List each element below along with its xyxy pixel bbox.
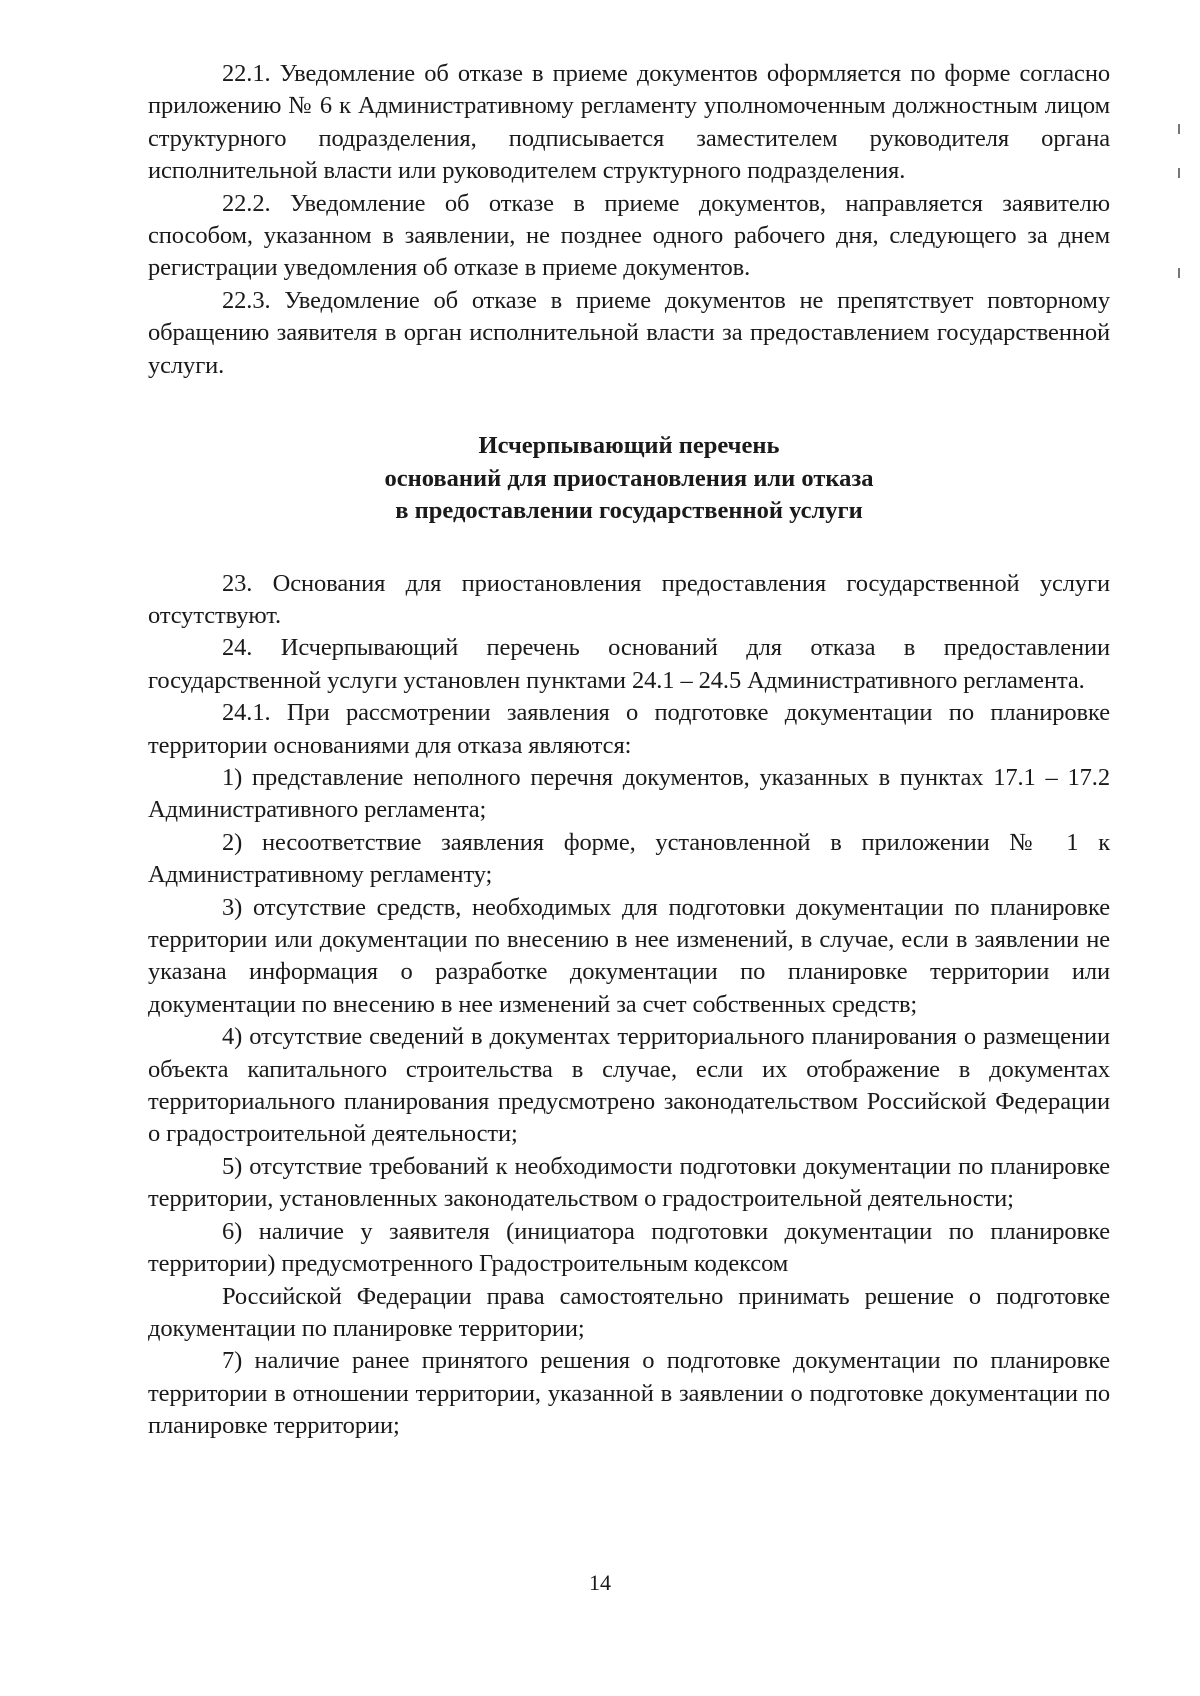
scan-mark — [1178, 168, 1180, 178]
list-item-6: 6) наличие у заявителя (инициатора подготовки документации по планировке территории) предусмотренного Градостроительным кодексом — [148, 1217, 1110, 1278]
list-item-3: 3) отсутствие средств, необходимых для подготовки документации по планировке территории или документации по внесению в нее изменений, в случае, если в заявлении не указана информация о разработке документации по планировке территории или документации по внесению в нее изменений за счет собственных средств; — [148, 893, 1110, 1018]
list-item-1: 1) представление неполного перечня документов, указанных в пунктах 17.1 – 17.2 Административного регламента; — [148, 764, 1110, 824]
list-item-5: 5) отсутствие требований к необходимости подготовки документации по планировке территории, установленных законодательством о градостроительной деятельности; — [148, 1152, 1110, 1213]
paragraph-22-2: 22.2. Уведомление об отказе в приеме документов, направляется заявителю способом, указанном в заявлении, не позднее одного рабочего дня, следующего за днем регистрации уведомления об отказе в приеме документов. — [148, 189, 1110, 282]
paragraph-22-1: 22.1. Уведомление об отказе в приеме документов оформляется по форме согласно приложению № 6 к Административному регламенту уполномоченным должностным лицом структурного подразделения, подписывается заместителем руководителя органа исполнительной власти или руководителем структурного подразделения. — [148, 60, 1110, 185]
list-item-2: 2) несоответствие заявления форме, установленной в приложении № 1 к Административному регламенту; — [148, 828, 1110, 889]
list-item-7: 7) наличие ранее принятого решения о подготовке документации по планировке территории в отношении территории, указанной в заявлении о подготовке документации по планировке территории; — [148, 1347, 1110, 1440]
section-heading-line-2: оснований для приостановления или отказа — [384, 464, 874, 492]
document-page — [148, 58, 1110, 1443]
page-number: 14 — [589, 1570, 611, 1595]
paragraph-23: 23. Основания для приостановления предоставления государственной услуги отсутствуют. — [148, 569, 1110, 629]
section-heading-line-3: в предоставлении государственной услуги — [395, 497, 863, 525]
paragraph-22-3: 22.3. Уведомление об отказе в приеме документов не препятствует повторному обращению заявителя в орган исполнительной власти за предоставлением государственной услуги. — [148, 286, 1110, 379]
list-item-4: 4) отсутствие сведений в документах территориального планирования о размещении объекта капитального строительства в случае, если их отображение в документах территориального планирования предусмотрено законодательством Российской Федерации о градостроительной деятельности; — [148, 1023, 1110, 1148]
section-heading — [148, 430, 1110, 528]
scan-mark — [1178, 268, 1180, 278]
scan-mark — [1178, 124, 1180, 134]
section-heading-line-1: Исчерпывающий перечень — [478, 432, 780, 460]
paragraph-24-1: 24.1. При рассмотрении заявления о подготовке документации по планировке территории основаниями для отказа являются: — [148, 699, 1110, 759]
list-item-6-continued: Российской Федерации права самостоятельно принимать решение о подготовке документации по планировке территории; — [148, 1282, 1110, 1342]
paragraph-24: 24. Исчерпывающий перечень оснований для отказа в предоставлении государственной услуги установлен пунктами 24.1 – 24.5 Административного регламента. — [148, 634, 1110, 694]
